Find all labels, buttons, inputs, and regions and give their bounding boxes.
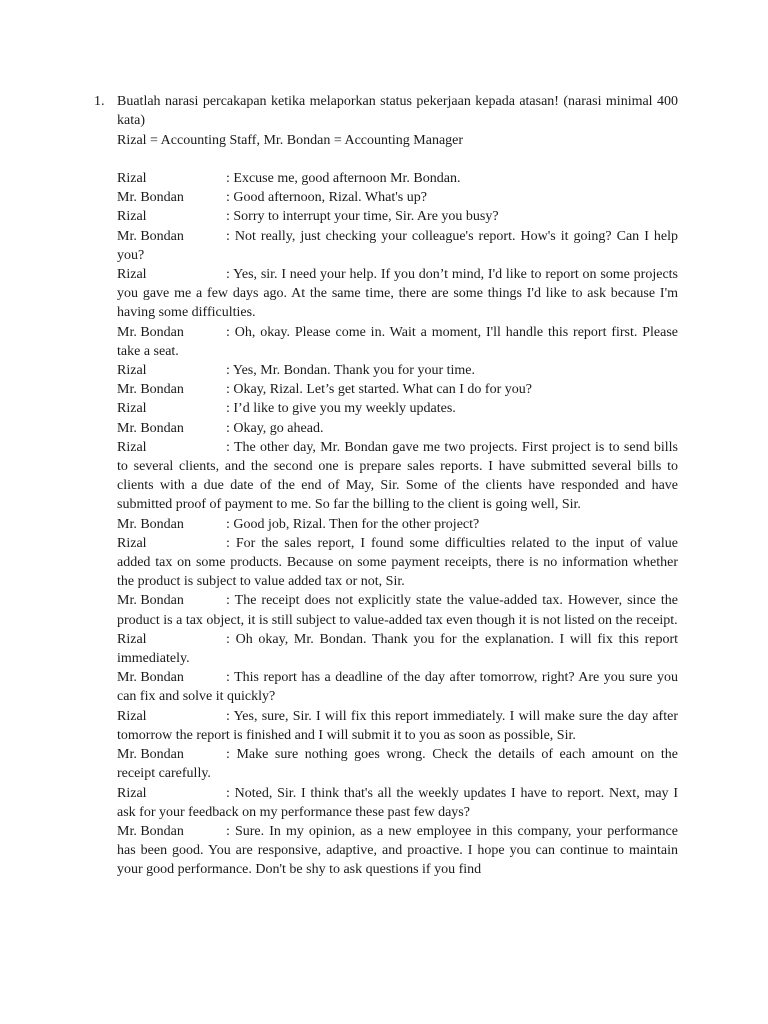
speaker-name: Rizal (117, 785, 147, 801)
speaker-name: Rizal (117, 171, 147, 186)
dialogue-text: : I’d like to give you my weekly updates. (226, 401, 456, 417)
speaker-name: Rizal (117, 708, 147, 724)
dialogue-line (117, 169, 678, 188)
dialogue-text: : Oh, okay. Please come in. Wait a moment, I'll handle this report first. Please take a seat. (117, 324, 678, 359)
task-prompt: Buatlah narasi percakapan ketika melaporkan status pekerjaan kepada atasan! (narasi minimal 400 kata) (117, 94, 678, 128)
dialogue-text: : Good job, Rizal. Then for the other project? (226, 516, 480, 532)
dialogue-line (117, 438, 678, 515)
speaker-name: Mr. Bondan (117, 516, 184, 532)
dialogue-line (117, 399, 678, 418)
speaker-name: Mr. Bondan (117, 324, 184, 340)
speaker-name: Rizal (117, 631, 147, 647)
speaker-name: Rizal (117, 535, 147, 551)
dialogue-line (117, 380, 678, 399)
dialogue-line (117, 515, 678, 534)
dialogue-line (117, 227, 678, 265)
dialogue-line (117, 784, 678, 822)
speaker-name: Mr. Bondan (117, 382, 184, 398)
speaker-name: Mr. Bondan (117, 190, 184, 206)
task-body (117, 92, 678, 880)
dialogue-text: : Excuse me, good afternoon Mr. Bondan. (226, 171, 461, 186)
dialogue-text: : Make sure nothing goes wrong. Check the details of each amount on the receipt carefully. (117, 747, 678, 782)
dialogue-line (117, 323, 678, 361)
speaker-name: Mr. Bondan (117, 593, 184, 609)
speaker-name: Mr. Bondan (117, 823, 184, 839)
speaker-name: Mr. Bondan (117, 747, 184, 763)
dialogue-line (117, 591, 678, 629)
dialogue-text: : For the sales report, I found some difficulties related to the input of value added tax on some products. Because on some payment receipts, there is no information whether the product is subject to value added tax or not, Sir. (117, 535, 678, 590)
dialogue-text: : This report has a deadline of the day after tomorrow, right? Are you sure you can fix and solve it quickly? (117, 670, 678, 705)
dialogue-text: : Noted, Sir. I think that's all the weekly updates I have to report. Next, may I ask for your feedback on my performance these past few days? (117, 785, 678, 820)
dialogue-line (117, 188, 678, 207)
dialogue-line (117, 668, 678, 706)
dialogue-line (117, 534, 678, 592)
dialogue-line (117, 745, 678, 783)
dialogue-text: : Good afternoon, Rizal. What's up? (226, 190, 427, 206)
speaker-name: Rizal (117, 439, 147, 455)
dialogue-line (117, 265, 678, 323)
speaker-name: Rizal (117, 401, 147, 417)
dialogue-line (117, 419, 678, 438)
dialogue-line (117, 361, 678, 380)
speaker-name: Mr. Bondan (117, 420, 184, 436)
dialogue-line (117, 207, 678, 226)
dialogue-text: : Okay, go ahead. (226, 420, 324, 436)
dialogue-line (117, 707, 678, 745)
task-item (94, 92, 678, 880)
speaker-name: Rizal (117, 267, 147, 283)
dialogue-line (117, 822, 678, 880)
dialogue-text: : Oh okay, Mr. Bondan. Thank you for the explanation. I will fix this report immediately. (117, 631, 678, 667)
speaker-name: Rizal (117, 209, 147, 225)
dialogue-text: : Yes, sir. I need your help. If you don’t mind, I'd like to report on some projects you gave me a few days ago. At the same time, there are some things I'd like to ask because I'm having some difficulties. (117, 267, 678, 321)
task-number: 1. (94, 94, 105, 109)
dialogue-text: : Yes, sure, Sir. I will fix this report immediately. I will make sure the day after tomorrow the report is finished and I will submit it to you as soon as possible, Sir. (117, 708, 678, 743)
dialogue-line (117, 630, 678, 668)
role-definitions: Rizal = Accounting Staff, Mr. Bondan = Accounting Manager (117, 133, 464, 148)
speaker-name: Mr. Bondan (117, 670, 184, 686)
dialogue-text: : Sure. In my opinion, as a new employee in this company, your performance has been good. You are responsive, adaptive, and proactive. I hope you can continue to maintain your good performance. Don't be shy to ask questions if you find (117, 823, 678, 878)
speaker-name: Mr. Bondan (117, 228, 184, 244)
dialogue-text: : Sorry to interrupt your time, Sir. Are you busy? (226, 209, 499, 225)
speaker-name: Rizal (117, 363, 147, 379)
dialogue-text: : Not really, just checking your colleague's report. How's it going? Can I help you? (117, 228, 678, 263)
dialogue (117, 169, 678, 880)
dialogue-text: : The receipt does not explicitly state the value-added tax. However, since the product is a tax object, it is still subject to value-added tax even though it is not listed on the receipt. (117, 593, 678, 628)
dialogue-text: : The other day, Mr. Bondan gave me two projects. First project is to send bills to several clients, and the second one is prepare sales reports. I have submitted several bills to clients with a due date of the end of May, Sir. Some of the clients have responded and have submitted proof of payment to me. So far the billing to the client is going well, Sir. (117, 439, 678, 513)
dialogue-text: : Okay, Rizal. Let’s get started. What can I do for you? (226, 382, 532, 398)
dialogue-text: : Yes, Mr. Bondan. Thank you for your time. (226, 363, 476, 379)
